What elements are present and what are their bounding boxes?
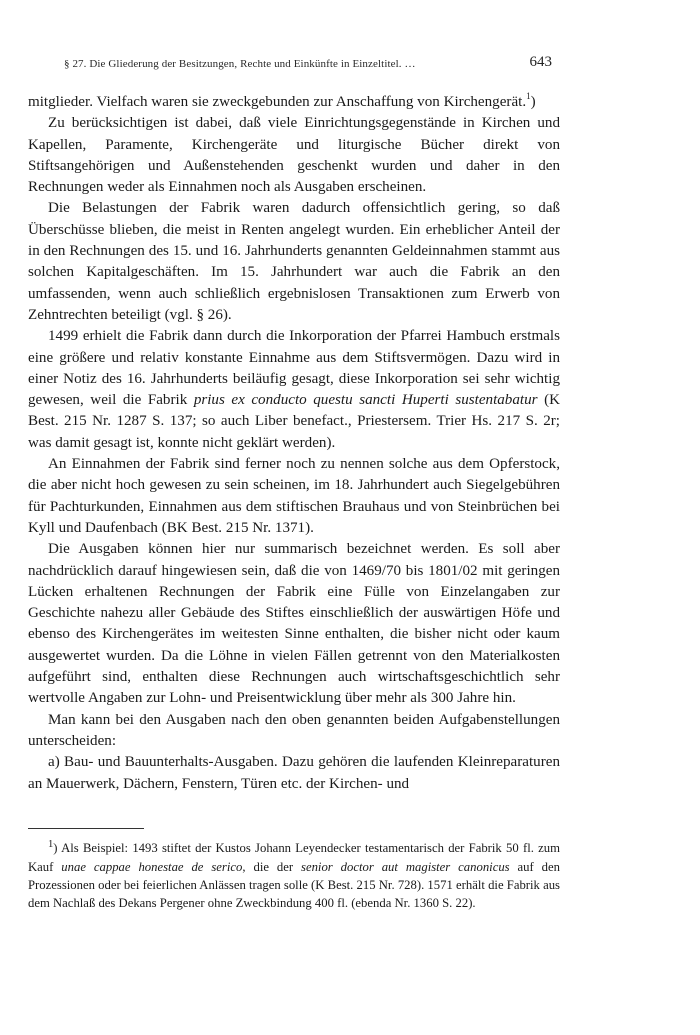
paragraph (28, 92, 560, 113)
latin-quote: prius ex conducto questu sancti Huperti sustentabatur (193, 392, 538, 409)
text-segment: Die Belastungen der Fabrik waren dadurch offensichtlich gering, so daß Überschüsse blieben, die meist in Renten angelegt wurden. Ein erheblicher Anteil der in den Rechnungen des 15. und 16. Jahrhunderts genannten Geldeinnahmen stammt aus solchen Kapitalgeschäften. Im 15. Jahrhundert war auch die Fabrik an den umfassenden, wenn auch schließlich ergebnislosen Transaktionen zum Erwerb von Zehntrechten beteiligt (vgl. § 26). (28, 200, 560, 323)
text-segment: (K Best. 215 Nr. 1287 S. 137; so auch Liber benefact., Priestersem. Trier Hs. 217 S. 2r; was damit gesagt ist, konnte nicht geklärt werden). (28, 392, 561, 451)
text-segment: , die der (242, 859, 302, 874)
text-segment: 1499 erhielt die Fabrik dann durch die Inkorporation der Pfarrei Hambuch erstmals eine größere und relativ konstante Einnahme aus dem Stiftsvermögen. Dazu wird in einer Notiz des 16. Jahrhunderts beiläufig gesagt, diese Inkorporation sei sehr wichtig gewesen, weil die Fabrik (28, 328, 560, 409)
paragraph (28, 539, 560, 709)
footnote-separator (28, 828, 144, 829)
text-segment: ) (530, 94, 536, 110)
footnote-marker: 1 (48, 839, 54, 850)
footnote-1 (28, 836, 560, 913)
page-number: 643 (529, 54, 552, 70)
paragraph (28, 710, 560, 753)
text-segment: Man kann bei den Ausgaben nach den oben genannten beiden Aufgabenstellungen unterscheiden: (28, 711, 560, 749)
paragraph (28, 198, 560, 326)
text-segment: mitglieder. Vielfach waren sie zweckgebunden zur Anschaffung von Kirchengerät. (28, 94, 527, 110)
latin-quote: senior doctor aut magister canonicus (301, 859, 510, 874)
paragraph (28, 113, 560, 198)
text-segment: Die Ausgaben können hier nur summarisch bezeichnet werden. Es soll aber nachdrücklich darauf hingewiesen sein, daß die von 1469/70 bis 1801/02 mit geringen Lücken erhaltenen Rechnungen der Fabrik eine Fülle von Einzelangaben zur Geschichte nahezu aller Gebäude des Stiftes einschließlich der auswärtigen Höfe und ebenso des Kirchengerätes im weitesten Sinne enthalten, die bisher nicht oder kaum ausgewertet wurden. Da die Löhne in vielen Fällen getrennt von den Materialkosten aufgeführt sind, enthalten diese Rechnungen auch wirtschaftsgeschichtlich sehr wertvolle Angaben zur Lohn- und Preisentwicklung über mehr als 300 Jahre hin. (28, 541, 560, 707)
footnote (28, 836, 560, 913)
latin-quote: unae cappae honestae de serico (61, 859, 243, 874)
text-segment: ) Als Beispiel: 1493 stiftet der Kustos Johann Leyendecker testamentarisch der Fabrik 50 fl. zum Kauf (28, 841, 560, 874)
text-segment: Zu berücksichtigen ist dabei, daß viele Einrichtungsgegenstände in Kirchen und Kapellen, Paramente, Kirchengeräte und liturgische Bücher direkt von Stiftsangehörigen und Außenstehenden geschenkt wurden und daher in den Rechnungen weder als Einnahmen noch als Ausgaben erscheinen. (28, 115, 560, 196)
text-segment: auf den Prozessionen oder bei feierlichen Anlässen tragen solle (K Best. 215 Nr. 728). 1571 erhält die Fabrik aus dem Nachlaß des Dekans Pergener ohne Zweckbindung 400 fl. (ebenda Nr. 1360 S. 22). (28, 859, 560, 911)
header-title: § 27. Die Gliederung der Besitzungen, Rechte und Einkünfte in Einzeltitel. … (64, 58, 416, 70)
text-segment: a) Bau- und Bauunterhalts-Ausgaben. Dazu gehören die laufenden Kleinreparaturen an Mauerwerk, Dächern, Fenstern, Türen etc. der Kirchen- und (28, 754, 560, 792)
footnote-marker: 1 (526, 90, 531, 101)
text-segment: An Einnahmen der Fabrik sind ferner noch zu nennen solche aus dem Opferstock, die aber nicht hoch gewesen zu sein scheinen, im 18. Jahrhundert auch Siegelgebühren für Pachturkunden, Einnahmen aus dem stiftischen Brauhaus und von Steinbrüchen bei Kyll und Daufenbach (BK Best. 215 Nr. 1371). (28, 456, 560, 536)
paragraph (28, 454, 560, 539)
paragraph (28, 326, 560, 454)
running-header (0, 54, 700, 76)
paragraph (28, 752, 560, 795)
main-text (28, 92, 560, 795)
